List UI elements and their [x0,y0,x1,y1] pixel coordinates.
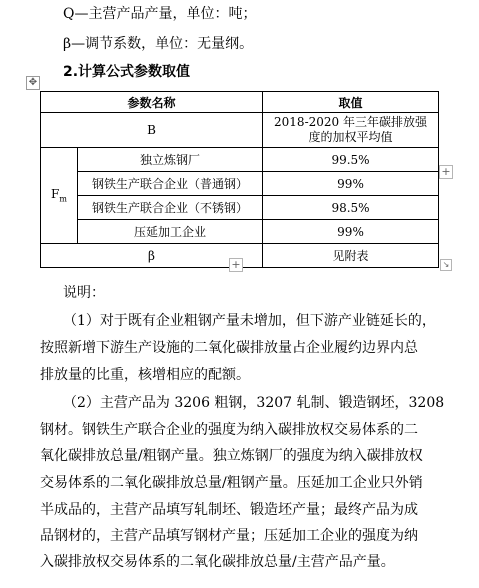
param-f-symbol [41,148,78,244]
param-f-letter: F [51,187,60,202]
param-f-subscript: m [59,194,67,204]
header-parameter-name: 参数名称 [41,92,263,113]
definition-q: Q—主营产品产量，单位：吨； [63,6,257,22]
notes-label: 说明： [63,285,105,301]
param-b-name: B [41,113,263,148]
note-2-line: 半成品的，主营产品填写轧制坯、锻造坯产量；最终产品为成 [40,502,418,518]
table-row [41,172,439,196]
add-row-button[interactable]: + [229,258,243,272]
note-1-line: （1）对于既有企业粗钢产量未增加，但下游产业链延长的， [63,313,436,329]
table-resize-handle-icon[interactable]: ↘ [440,259,452,271]
table-row [41,220,439,244]
param-f-item-value: 99.5% [263,148,439,172]
param-f-item-name: 压延加工企业 [78,220,263,244]
header-value: 取值 [263,92,439,113]
param-f-item-name: 钢铁生产联合企业（不锈钢） [78,196,263,220]
note-2-line: 钢材。钢铁生产联合企业的强度为纳入碳排放权交易体系的二 [40,422,418,438]
parameter-table [40,91,439,268]
table-header-row [41,92,439,113]
param-b-value [263,113,439,148]
table-move-handle-icon[interactable]: ✥ [26,76,40,90]
param-b-value-line2: 度的加权平均值 [308,130,393,144]
param-f-item-value: 98.5% [263,196,439,220]
param-beta-name: β [41,244,263,268]
note-2-line: （2）主营产品为 3206 粗钢，3207 轧制、锻造钢坯，3208 [63,395,445,411]
param-f-item-value: 99% [263,172,439,196]
section-heading: 2.计算公式参数取值 [63,64,191,80]
note-2-line: 入碳排放权交易体系的二氧化碳排放总量/主营产品产量。 [40,554,395,570]
param-beta-value: 见附表 [263,244,439,268]
note-2-line: 交易体系的二氧化碳排放总量/粗钢产量。压延加工企业只外销 [40,475,423,491]
table-row [41,148,439,172]
note-2-line: 品钢材的，主营产品填写钢材产量；压延加工企业的强度为纳 [40,528,418,544]
add-column-button[interactable]: + [439,165,453,179]
param-f-item-name: 独立炼钢厂 [78,148,263,172]
note-1-line: 按照新增下游生产设施的二氧化碳排放量占企业履约边界内总 [40,340,418,356]
note-2-line: 氧化碳排放总量/粗钢产量。独立炼钢厂的强度为纳入碳排放权 [40,448,423,464]
param-f-item-name: 钢铁生产联合企业（普通钢） [78,172,263,196]
table-row [41,196,439,220]
table-row [41,113,439,148]
param-b-value-line1: 2018-2020 年三年碳排放强 [274,115,427,129]
definition-beta: β—调节系数，单位：无量纲。 [63,36,254,52]
note-1-line: 排放量的比重，核增相应的配额。 [40,367,250,383]
param-f-item-value: 99% [263,220,439,244]
